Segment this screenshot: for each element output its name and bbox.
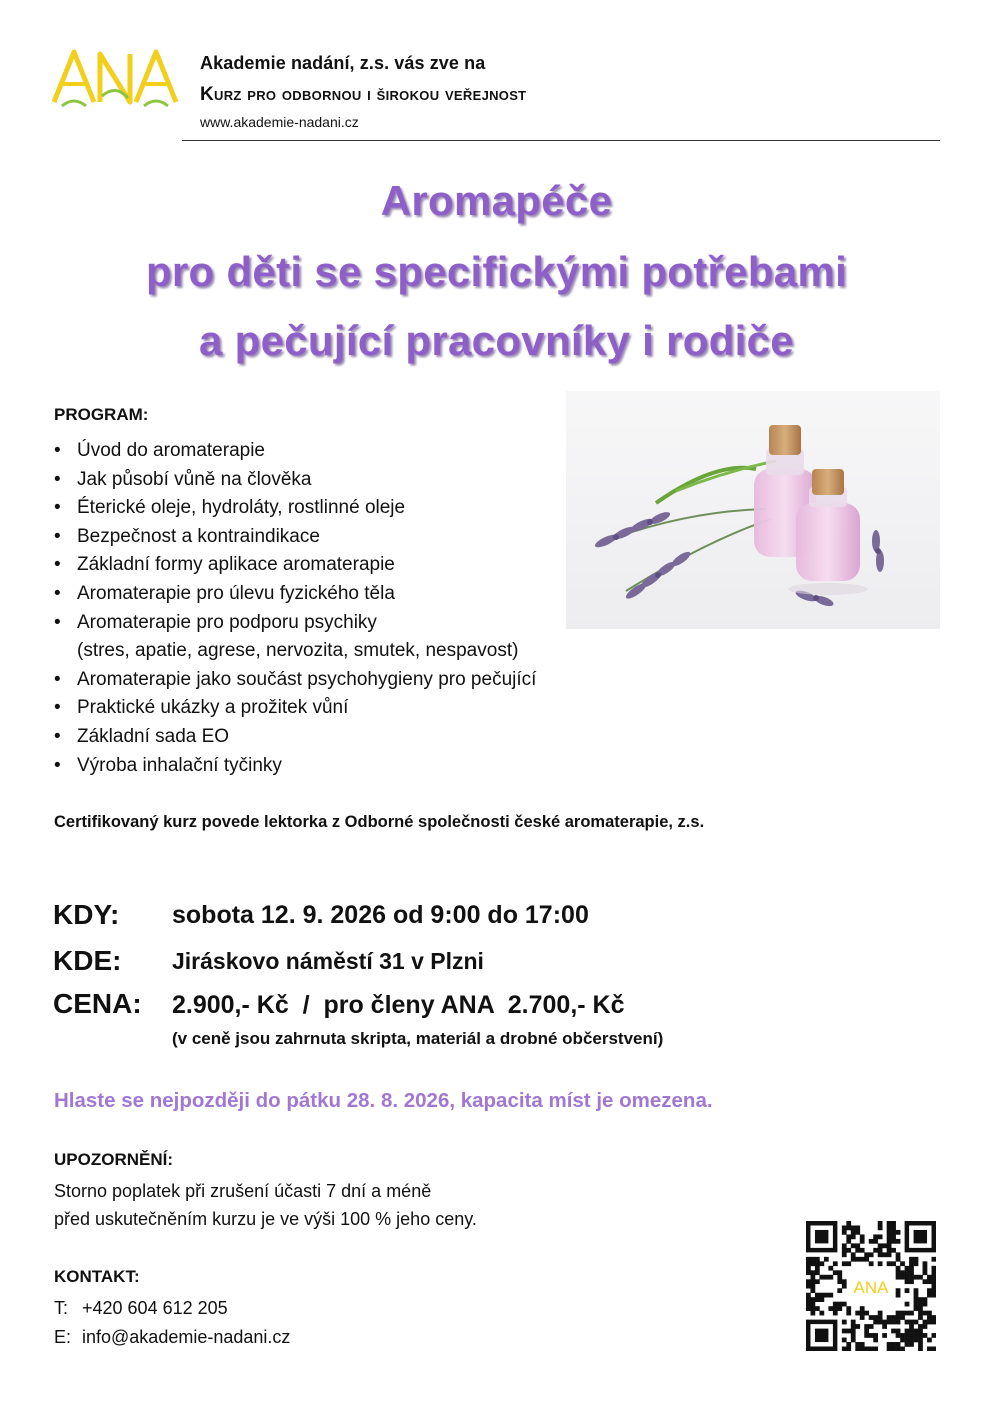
price-label: CENA: [53, 988, 142, 1019]
org-invite-line: Akademie nadání, z.s. vás zve na [200, 53, 486, 73]
svg-text:ANA: ANA [853, 1278, 889, 1297]
list-item: • Výroba inhalační tyčinky [54, 752, 536, 781]
where-label: KDE: [53, 945, 122, 976]
program-list [54, 437, 536, 780]
title-line-3: a pečující pracovníky i rodiče [199, 317, 794, 364]
list-item: • Jak působí vůně na člověka [54, 466, 536, 495]
certificate-note: Certifikovaný kurz povede lektorka z Odborné společnosti české aromaterapie, z.s. [54, 813, 705, 831]
when-label: KDY: [53, 899, 120, 930]
qr-code[interactable] [806, 1221, 936, 1351]
price-value: 2.900,- Kč / pro členy ANA 2.700,- Kč [172, 991, 625, 1019]
email-prefix: E: [54, 1327, 72, 1347]
storno-line-2: před uskutečněním kurzu je ve výši 100 % jeho ceny. [54, 1209, 477, 1229]
storno-line-1: Storno poplatek při zrušení účasti 7 dní a méně [54, 1181, 432, 1201]
ana-logo [52, 46, 182, 108]
list-item: • Úvod do aromaterapie [54, 437, 536, 466]
phone-prefix: T: [54, 1298, 69, 1318]
contact-email-row [54, 1327, 290, 1348]
list-item: • Základní formy aplikace aromaterapie [54, 551, 536, 580]
list-item: • Éterické oleje, hydroláty, rostlinné oleje [54, 494, 536, 523]
list-item: • Základní sada EO [54, 723, 536, 752]
list-item: • Aromaterapie pro podporu psychiky (stres, apatie, agrese, nervozita, smutek, nespavost) [54, 609, 536, 666]
psyche-detail: (stres, apatie, agrese, nervozita, smutek, nespavost) [77, 640, 519, 662]
title-line-1: Aromapéče [380, 177, 613, 224]
when-value: sobota 12. 9. 2026 od 9:00 do 17:00 [172, 901, 589, 929]
email-address[interactable]: info@akademie-nadani.cz [82, 1327, 291, 1347]
list-item: • Praktické ukázky a prožitek vůní [54, 694, 536, 723]
contact-phone-row [54, 1298, 228, 1319]
contact-heading: KONTAKT: [54, 1267, 140, 1286]
program-heading: PROGRAM: [54, 405, 149, 424]
website-link[interactable]: www.akademie-nadani.cz [200, 114, 359, 130]
header-divider [182, 140, 940, 141]
lavender-oil-bottles-photo [566, 391, 940, 629]
list-item: • Aromaterapie pro úlevu fyzického těla [54, 580, 536, 609]
list-item: • Bezpečnost a kontraindikace [54, 523, 536, 552]
where-value: Jiráskovo náměstí 31 v Plzni [172, 948, 484, 974]
list-item: • Aromaterapie jako součást psychohygieny pro pečující [54, 666, 536, 695]
registration-deadline: Hlaste se nejpozději do pátku 28. 8. 2026, kapacita míst je omezena. [54, 1089, 713, 1112]
course-audience-line: Kurz pro odbornou i širokou veřejnost [200, 84, 527, 105]
warning-heading: UPOZORNĚNÍ: [54, 1150, 173, 1169]
title-line-2: pro děti se specifickými potřebami [145, 248, 848, 295]
phone-number[interactable]: +420 604 612 205 [82, 1298, 228, 1318]
price-note: (v ceně jsou zahrnuta skripta, materiál a drobné občerstvení) [172, 1029, 664, 1048]
